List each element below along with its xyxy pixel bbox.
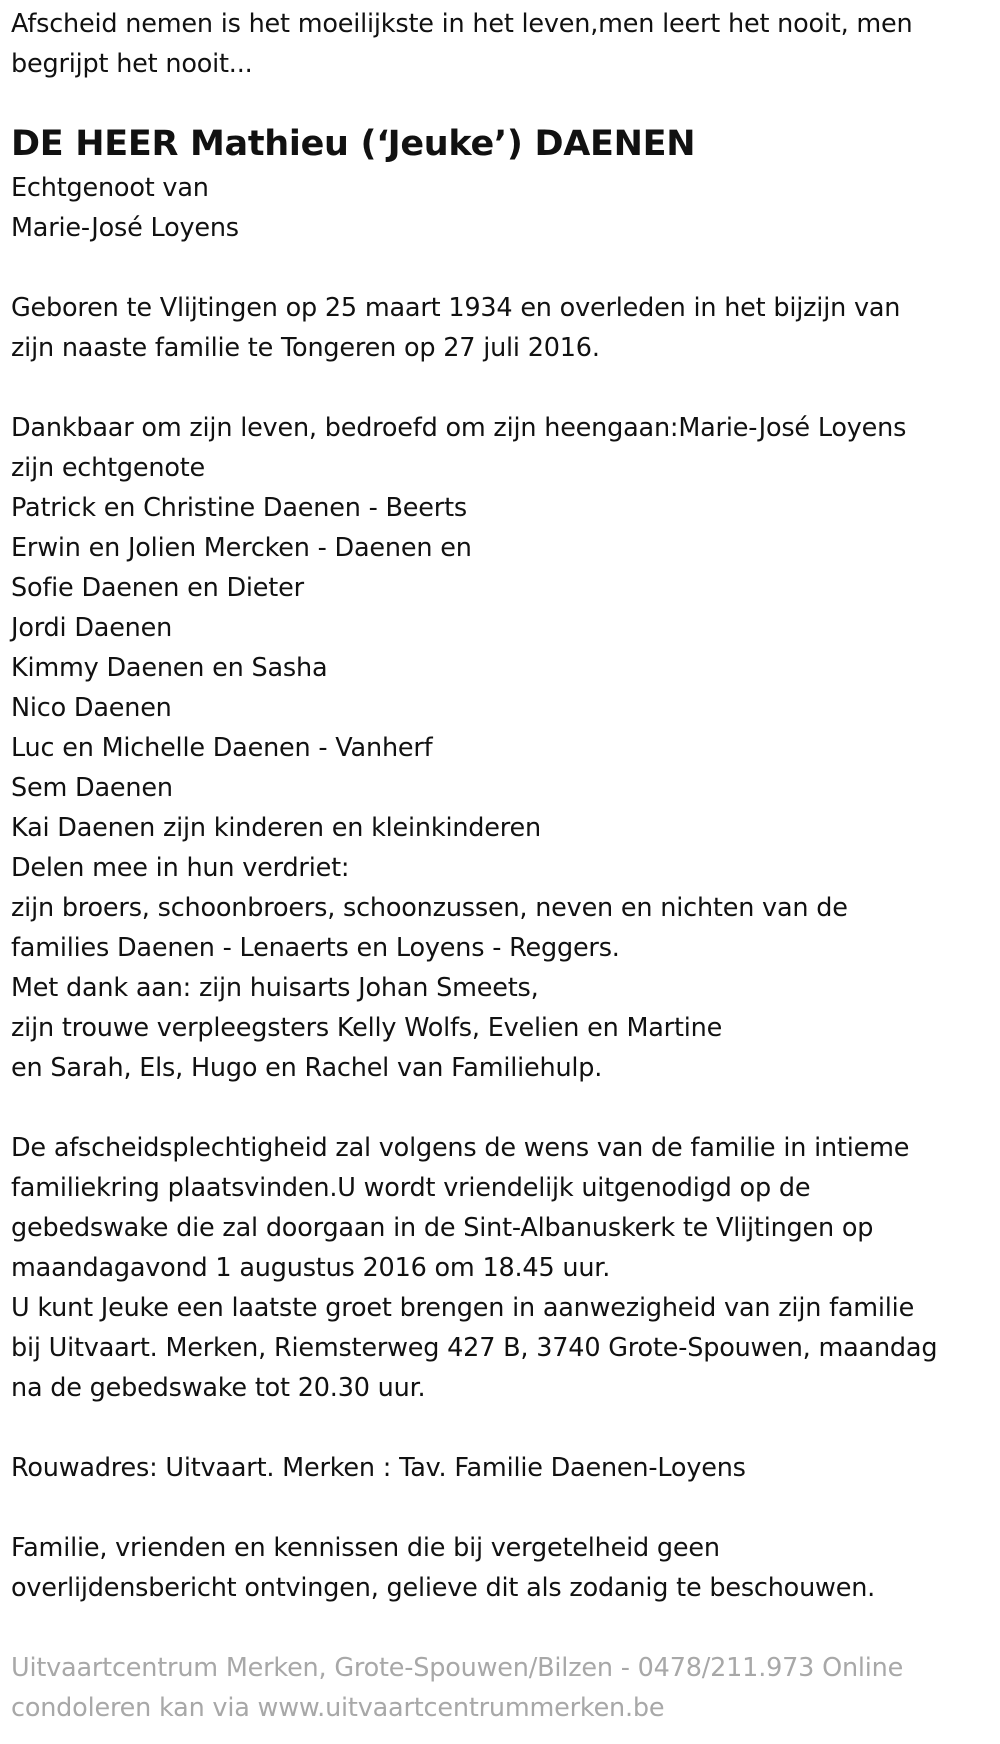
family-line: Kimmy Daenen en Sasha: [11, 653, 328, 683]
birth-death-info: [11, 288, 989, 368]
family-line: Delen mee in hun verdriet:: [11, 853, 350, 883]
spacer: [11, 84, 989, 124]
family-line: Met dank aan: zijn huisarts Johan Smeets,: [11, 973, 539, 1003]
spacer: [11, 368, 989, 408]
intro-line: begrijpt het nooit...: [11, 49, 253, 79]
ceremony-line: bij Uitvaart. Merken, Riemsterweg 427 B, 3740 Grote-Spouwen, maandag: [11, 1333, 938, 1363]
family-line: zijn echtgenote: [11, 453, 206, 483]
intro-quote: [11, 4, 989, 84]
intro-line: Afscheid nemen is het moeilijkste in het leven,men leert het nooit, men: [11, 9, 913, 39]
deceased-name-heading: DE HEER Mathieu (‘Jeuke’) DAENEN: [11, 124, 696, 164]
birth-death-line: zijn naaste familie te Tongeren op 27 juli 2016.: [11, 333, 600, 363]
notice: [11, 1528, 989, 1608]
family-line: Dankbaar om zijn leven, bedroefd om zijn heengaan:Marie-José Loyens: [11, 413, 907, 443]
family-line: zijn broers, schoonbroers, schoonzussen, neven en nichten van de: [11, 893, 848, 923]
spacer: [11, 1608, 989, 1648]
mourning-address: [11, 1448, 989, 1488]
family-line: zijn trouwe verpleegsters Kelly Wolfs, Evelien en Martine: [11, 1013, 723, 1043]
family-list: [11, 408, 989, 1088]
family-line: Patrick en Christine Daenen - Beerts: [11, 493, 467, 523]
birth-death-line: Geboren te Vlijtingen op 25 maart 1934 en overleden in het bijzijn van: [11, 293, 901, 323]
ceremony-line: U kunt Jeuke een laatste groet brengen in aanwezigheid van zijn familie: [11, 1293, 915, 1323]
family-line: Sem Daenen: [11, 773, 173, 803]
footer-line: Uitvaartcentrum Merken, Grote-Spouwen/Bilzen - 0478/211.973 Online: [11, 1653, 904, 1683]
family-line: Sofie Daenen en Dieter: [11, 573, 304, 603]
ceremony-line: familiekring plaatsvinden.U wordt vriendelijk uitgenodigd op de: [11, 1173, 811, 1203]
footer-line: condoleren kan via www.uitvaartcentrummerken.be: [11, 1693, 665, 1723]
ceremony-info: [11, 1128, 989, 1408]
spacer: [11, 1088, 989, 1128]
ceremony-line: De afscheidsplechtigheid zal volgens de wens van de familie in intieme: [11, 1133, 910, 1163]
ceremony-line: maandagavond 1 augustus 2016 om 18.45 uur.: [11, 1253, 611, 1283]
family-line: Kai Daenen zijn kinderen en kleinkinderen: [11, 813, 541, 843]
address-line: Rouwadres: Uitvaart. Merken : Tav. Familie Daenen-Loyens: [11, 1453, 746, 1483]
family-line: en Sarah, Els, Hugo en Rachel van Familiehulp.: [11, 1053, 603, 1083]
spacer: [11, 1488, 989, 1528]
funeral-home-footer: [11, 1648, 989, 1728]
deceased-block: [11, 120, 989, 248]
family-line: Nico Daenen: [11, 693, 172, 723]
spacer: [11, 248, 989, 288]
spouse-name: Marie-José Loyens: [11, 213, 239, 243]
ceremony-line: gebedswake die zal doorgaan in de Sint-Albanuskerk te Vlijtingen op: [11, 1213, 874, 1243]
family-line: Luc en Michelle Daenen - Vanherf: [11, 733, 433, 763]
notice-line: Familie, vrienden en kennissen die bij vergetelheid geen: [11, 1533, 720, 1563]
family-line: Jordi Daenen: [11, 613, 173, 643]
notice-line: overlijdensbericht ontvingen, gelieve dit als zodanig te beschouwen.: [11, 1573, 876, 1603]
family-line: Erwin en Jolien Mercken - Daenen en: [11, 533, 472, 563]
spacer: [11, 1408, 989, 1448]
family-line: families Daenen - Lenaerts en Loyens - Reggers.: [11, 933, 620, 963]
ceremony-line: na de gebedswake tot 20.30 uur.: [11, 1373, 426, 1403]
relation-label: Echtgenoot van: [11, 173, 209, 203]
